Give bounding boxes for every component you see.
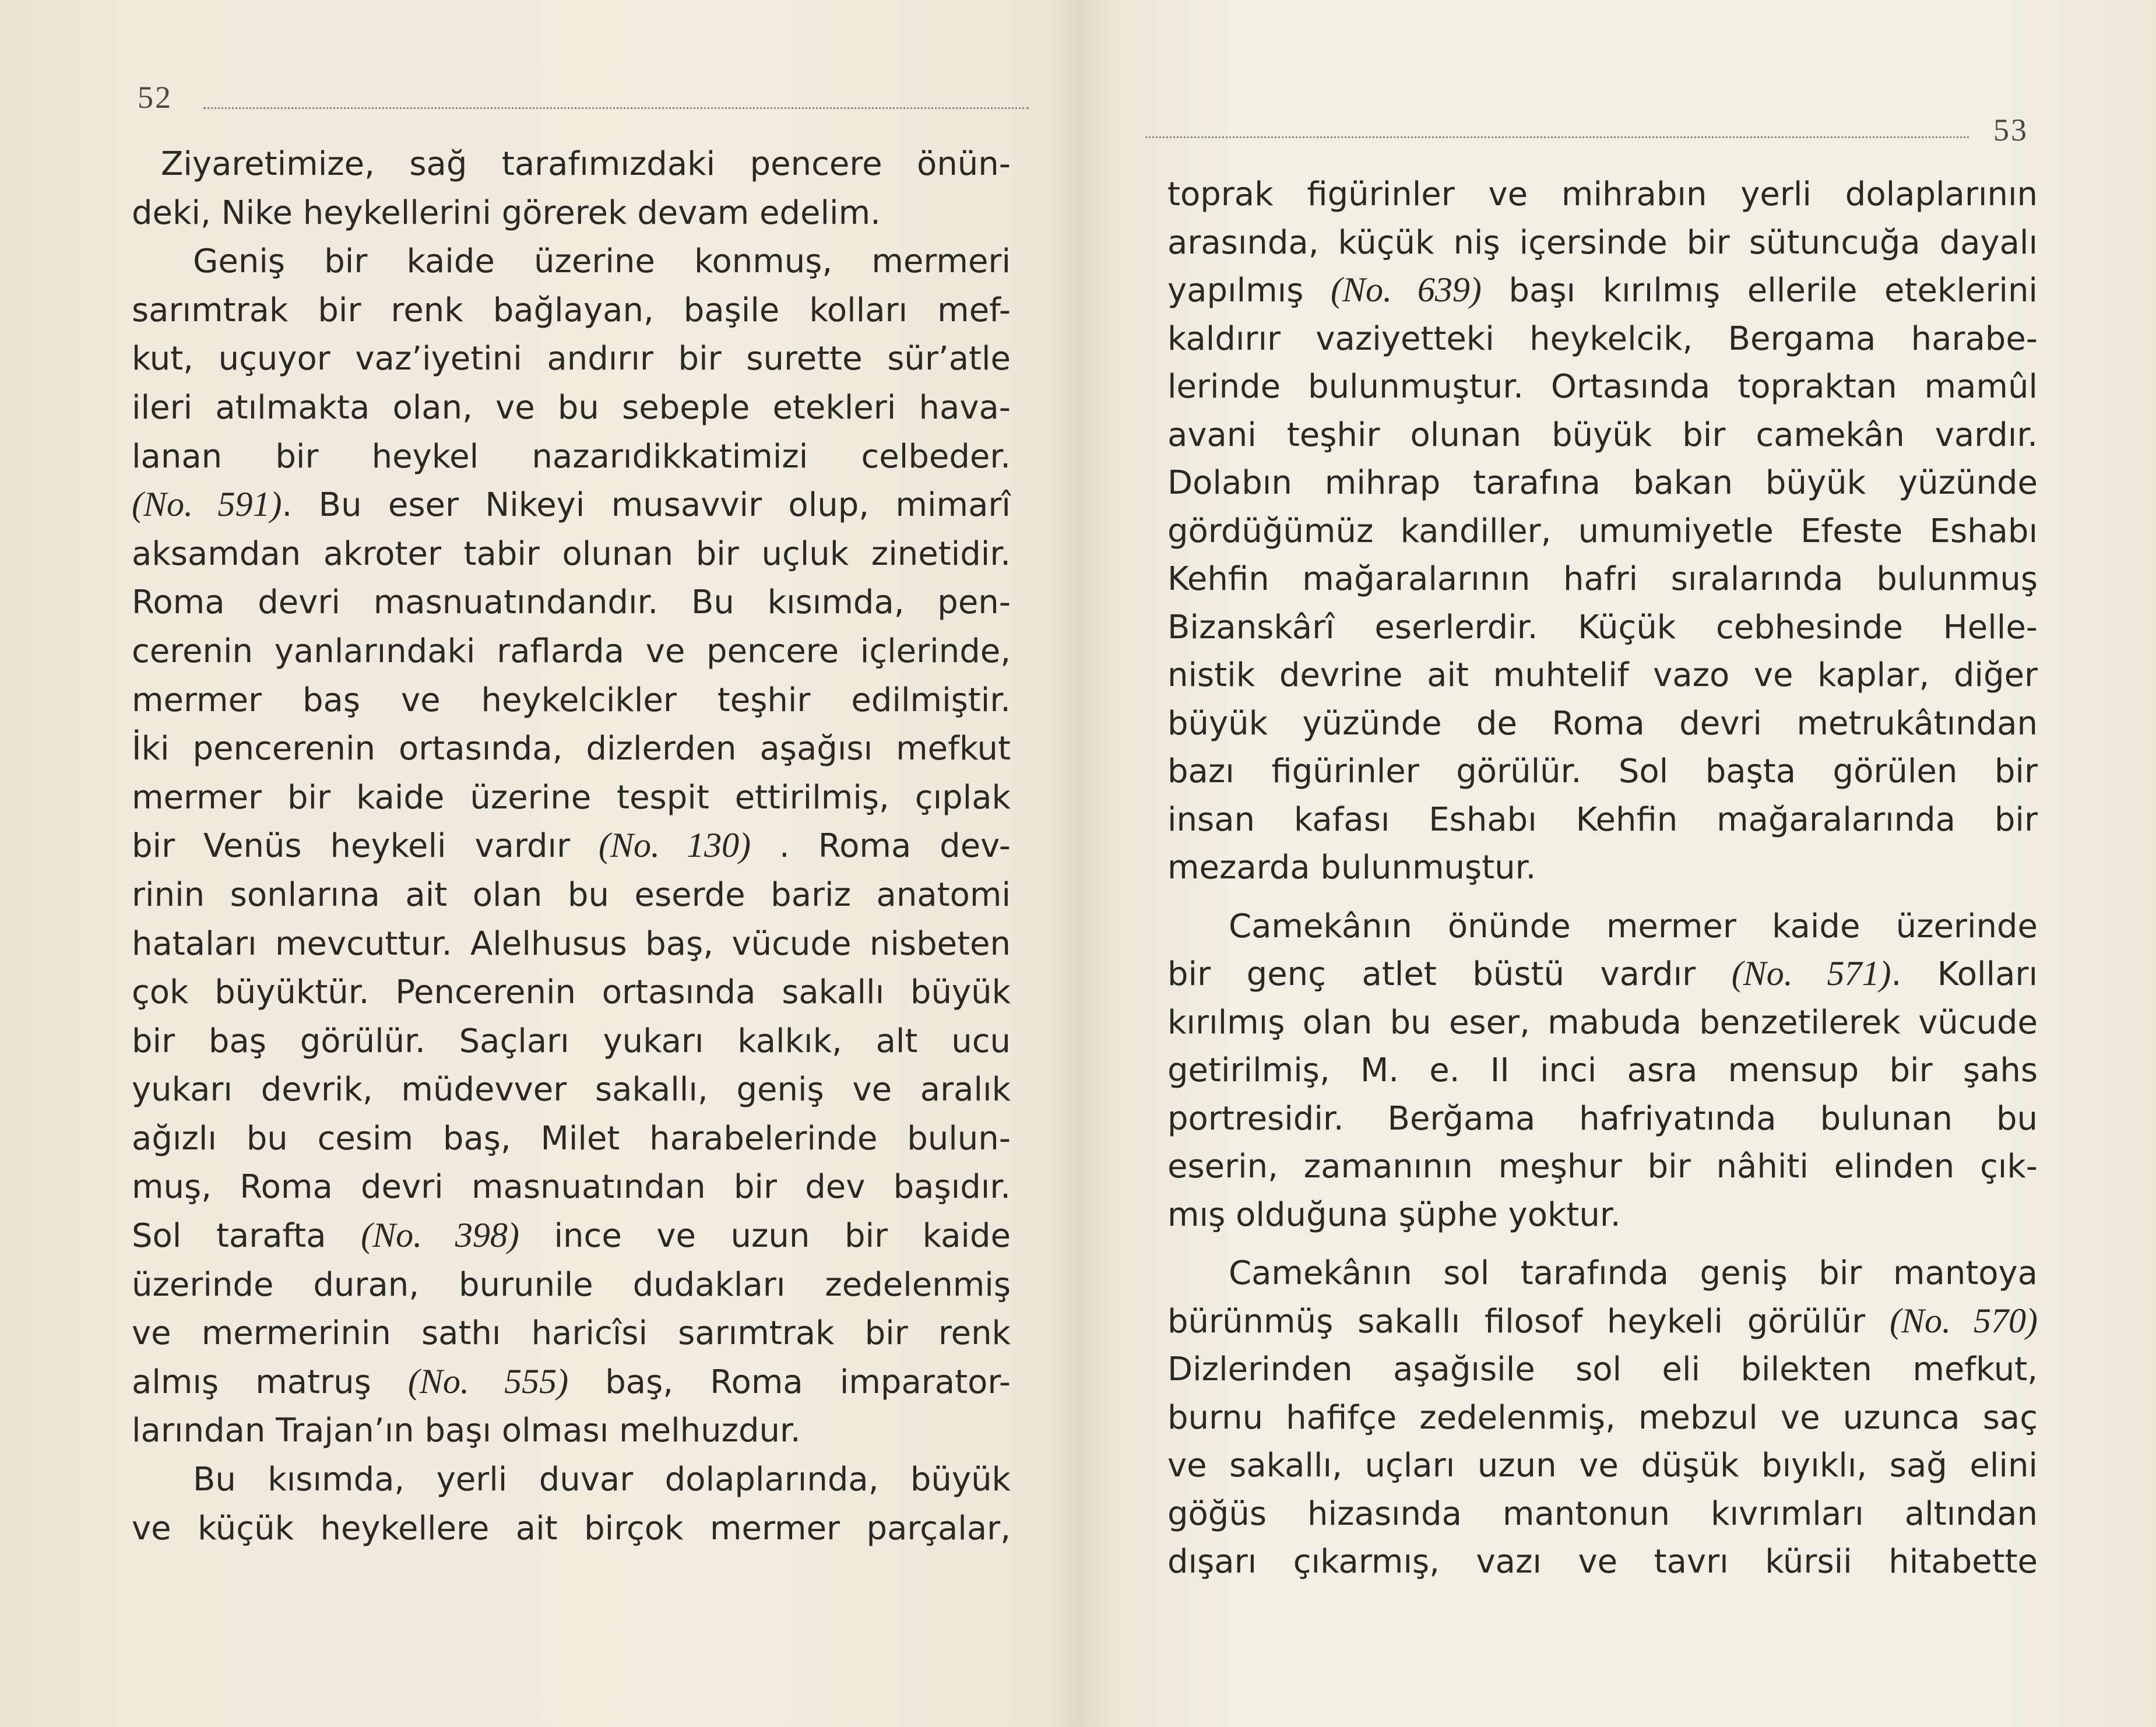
text-line: [1167, 652, 2038, 700]
text-segment: arasında, küçük niş içersinde bir sütuncuğa dayalı: [1167, 223, 2038, 262]
text-segment: yapılmış: [1167, 272, 1331, 309]
text-line: [1167, 1538, 2038, 1587]
text-line: [1167, 604, 2038, 652]
text-segment: mış olduğuna şüphe yoktur.: [1167, 1195, 1621, 1234]
text-segment: Geniş bir kaide üzerine konmuş, mermeri: [193, 242, 1011, 281]
text-segment: larından Trajan’ın başı olması melhuzdur.: [132, 1412, 801, 1450]
text-segment: Camekânın sol tarafında geniş bir mantoya: [1229, 1254, 2038, 1292]
text-segment: cerenin yanlarındaki raflarda ve pencere içlerinde,: [132, 632, 1011, 670]
text-line: [1167, 459, 2038, 508]
text-line: [1167, 1191, 2038, 1240]
text-segment: Dizlerinden aşağısile sol eli bilekten mefkut,: [1167, 1350, 2038, 1388]
text-segment: dışarı çıkarmış, vazı ve tavrı kürsii hitabette: [1167, 1543, 2038, 1581]
text-line: [1167, 1490, 2038, 1539]
text-segment: çok büyüktür. Pencerenin ortasında sakallı büyük: [132, 973, 1011, 1012]
text-line: [132, 140, 1011, 189]
text-line: [1167, 1250, 2038, 1298]
text-line: [1167, 508, 2038, 556]
text-segment: Camekânın önünde mermer kaide üzerinde: [1229, 907, 2038, 945]
text-segment: Bu kısımda, yerli duvar dolaplarında, büyük: [193, 1461, 1011, 1499]
text-segment: ve küçük heykellere ait birçok mermer parçalar,: [132, 1509, 1011, 1547]
text-segment: ve mermerinin sathı haricîsi sarımtrak bir renk: [132, 1314, 1011, 1353]
text-line: [1167, 748, 2038, 796]
text-line: [132, 773, 1011, 822]
text-line: [132, 481, 1011, 530]
text-segment: Ziyaretimize, sağ tarafımızdaki pencere önün-: [161, 145, 1011, 183]
paragraph: [1167, 171, 2038, 892]
paragraph: [132, 237, 1011, 1455]
paragraph: [132, 1455, 1011, 1553]
text-segment: kut, uçuyor vaz’iyetini andırır bir surette sür’atle: [132, 340, 1011, 378]
text-line: [132, 968, 1011, 1017]
text-segment: ince ve uzun bir kaide: [519, 1217, 1011, 1255]
header-rule: [203, 107, 1029, 109]
text-segment: nistik devrine ait muhtelif vazo ve kaplar, diğer: [1167, 656, 2038, 694]
text-line: [132, 189, 1011, 238]
page-body: [132, 140, 1011, 1553]
text-line: [132, 822, 1011, 871]
text-segment: lerinde bulunmuştur. Ortasında topraktan mamûl: [1167, 368, 2038, 406]
text-segment: Bizanskârî eserlerdir. Küçük cebhesinde Helle-: [1167, 608, 2038, 646]
text-line: [132, 1114, 1011, 1163]
text-segment: . Roma dev-: [751, 827, 1011, 866]
text-segment: avani teşhir olunan büyük bir camekân vardır.: [1167, 416, 2038, 454]
text-line: [1167, 315, 2038, 364]
text-line: [132, 920, 1011, 969]
text-segment: büyük yüzünde de Roma devri metrukâtından: [1167, 704, 2038, 743]
text-segment: mermer baş ve heykelcikler teşhir edilmiştir.: [132, 681, 1011, 719]
text-line: [132, 335, 1011, 384]
catalog-reference: (No. 570): [1890, 1301, 2038, 1340]
catalog-reference: (No. 130): [599, 826, 751, 865]
text-segment: ileri atılmakta olan, ve bu sebeple etekleri hava-: [132, 388, 1011, 427]
paragraph: [1167, 903, 2038, 1240]
text-line: [1167, 999, 2038, 1047]
text-line: [1167, 951, 2038, 999]
text-segment: göğüs hizasında mantonun kıvrımları altından: [1167, 1494, 2038, 1533]
text-segment: Kehfin mağaralarının hafri sıralarında bulunmuş: [1167, 560, 2038, 598]
text-segment: bir baş görülür. Saçları yukarı kalkık, alt ucu: [132, 1022, 1011, 1060]
text-line: [1167, 1298, 2038, 1346]
text-line: [132, 676, 1011, 725]
text-segment: başı kırılmış ellerile eteklerini: [1481, 272, 2038, 309]
text-line: [132, 1309, 1011, 1358]
text-segment: üzerinde duran, burunile dudakları zedelenmiş: [132, 1265, 1011, 1304]
catalog-reference: (No. 639): [1331, 270, 1482, 309]
text-line: [132, 432, 1011, 481]
text-line: [1167, 1047, 2038, 1095]
text-segment: . Bu eser Nikeyi musavvir olup, mimarî: [282, 486, 1011, 525]
text-segment: rinin sonlarına ait olan bu eserde bariz anatomi: [132, 875, 1011, 914]
catalog-reference: (No. 591): [132, 485, 282, 524]
text-segment: mezarda bulunmuştur.: [1167, 849, 1536, 887]
text-line: [1167, 1442, 2038, 1490]
gutter-shadow: [1043, 0, 1113, 1727]
text-line: [132, 1455, 1011, 1504]
text-segment: baş, Roma imparator-: [568, 1363, 1011, 1401]
text-segment: bazı figürinler görülür. Sol başta görülen bir: [1167, 752, 2038, 790]
text-line: [1167, 363, 2038, 411]
text-line: [132, 1261, 1011, 1310]
text-line: [132, 530, 1011, 579]
text-line: [1167, 555, 2038, 604]
text-line: [1167, 844, 2038, 892]
text-line: [1167, 700, 2038, 748]
catalog-reference: (No. 571): [1731, 954, 1891, 993]
text-segment: bir genç atlet büstü vardır: [1167, 955, 1732, 993]
text-line: [1167, 903, 2038, 951]
text-line: [132, 1358, 1011, 1407]
text-line: [132, 627, 1011, 676]
text-segment: eserin, zamanının meşhur bir nâhiti elinden çık-: [1167, 1148, 2038, 1186]
text-line: [1167, 1095, 2038, 1144]
text-segment: ağızlı bu cesim baş, Milet harabelerinde bulun-: [132, 1119, 1011, 1158]
catalog-reference: (No. 398): [361, 1216, 519, 1255]
text-segment: . Kolları: [1891, 955, 2038, 993]
text-segment: getirilmiş, M. e. II inci asra mensup bir şahs: [1167, 1051, 2038, 1089]
text-line: [1167, 796, 2038, 845]
page-number: 52: [138, 80, 173, 115]
text-line: [132, 1017, 1011, 1066]
text-line: [1167, 1346, 2038, 1394]
text-segment: insan kafası Eshabı Kehfin mağaralarında bir: [1167, 800, 2038, 839]
text-segment: almış matruş: [132, 1363, 408, 1401]
text-segment: yukarı devrik, müdevver sakallı, geniş ve aralık: [132, 1071, 1011, 1109]
text-segment: hataları mevcuttur. Alelhusus baş, vücude nisbeten: [132, 924, 1011, 963]
text-segment: toprak figürinler ve mihrabın yerli dolaplarının: [1167, 175, 2038, 213]
text-segment: burnu hafifçe zedelenmiş, mebzul ve uzunca saç: [1167, 1398, 2038, 1437]
text-segment: portresidir. Berğama hafriyatında bulunan bu: [1167, 1099, 2038, 1138]
text-line: [132, 724, 1011, 773]
text-line: [132, 1163, 1011, 1212]
text-line: [132, 384, 1011, 432]
text-line: [132, 578, 1011, 627]
text-line: [132, 1406, 1011, 1455]
text-segment: gördüğümüz kandiller, umumiyetle Efeste Eshabı: [1167, 512, 2038, 550]
text-segment: bir Venüs heykeli vardır: [132, 827, 599, 866]
text-line: [1167, 1394, 2038, 1443]
text-segment: bürünmüş sakallı filosof heykeli görülür: [1167, 1302, 1890, 1341]
right-page: [1078, 0, 2156, 1727]
page-number: 53: [1993, 112, 2028, 147]
text-segment: aksamdan akroter tabir olunan bir uçluk zinetidir.: [132, 534, 1011, 573]
text-line: [1167, 219, 2038, 268]
text-segment: lanan bir heykel nazarıdikkatimizi celbeder.: [132, 437, 1011, 476]
text-line: [132, 1504, 1011, 1553]
catalog-reference: (No. 555): [407, 1362, 569, 1401]
text-line: [1167, 1143, 2038, 1191]
header-rule: [1145, 136, 1969, 138]
text-segment: Sol tarafta: [132, 1217, 361, 1255]
text-segment: kırılmış olan bu eser, mabuda benzetilerek vücude: [1167, 1003, 2038, 1042]
page-body: [1167, 171, 2038, 1587]
paragraph: [132, 140, 1011, 237]
text-line: [132, 871, 1011, 920]
text-segment: ve sakallı, uçları uzun ve düşük bıyıklı, sağ elini: [1167, 1447, 2038, 1485]
text-segment: Roma devri masnuatındandır. Bu kısımda, pen-: [132, 583, 1011, 622]
text-segment: muş, Roma devri masnuatından bir dev başıdır.: [132, 1168, 1011, 1207]
text-line: [132, 286, 1011, 335]
text-line: [1167, 411, 2038, 460]
text-line: [132, 237, 1011, 286]
paragraph: [1167, 1250, 2038, 1587]
text-line: [1167, 267, 2038, 315]
text-segment: İki pencerenin ortasında, dizlerden aşağısı mefkut: [132, 730, 1011, 768]
text-segment: deki, Nike heykellerini görerek devam edelim.: [132, 194, 881, 232]
text-segment: sarımtrak bir renk bağlayan, başile kolları mef-: [132, 291, 1011, 329]
text-segment: Dolabın mihrap tarafına bakan büyük yüzünde: [1167, 464, 2038, 502]
text-segment: kaldırır vaziyetteki heykelcik, Bergama harabe-: [1167, 319, 2038, 358]
text-line: [132, 1212, 1011, 1261]
text-line: [1167, 171, 2038, 219]
text-segment: mermer bir kaide üzerine tespit ettirilmiş, çıplak: [132, 778, 1011, 817]
text-line: [132, 1065, 1011, 1114]
